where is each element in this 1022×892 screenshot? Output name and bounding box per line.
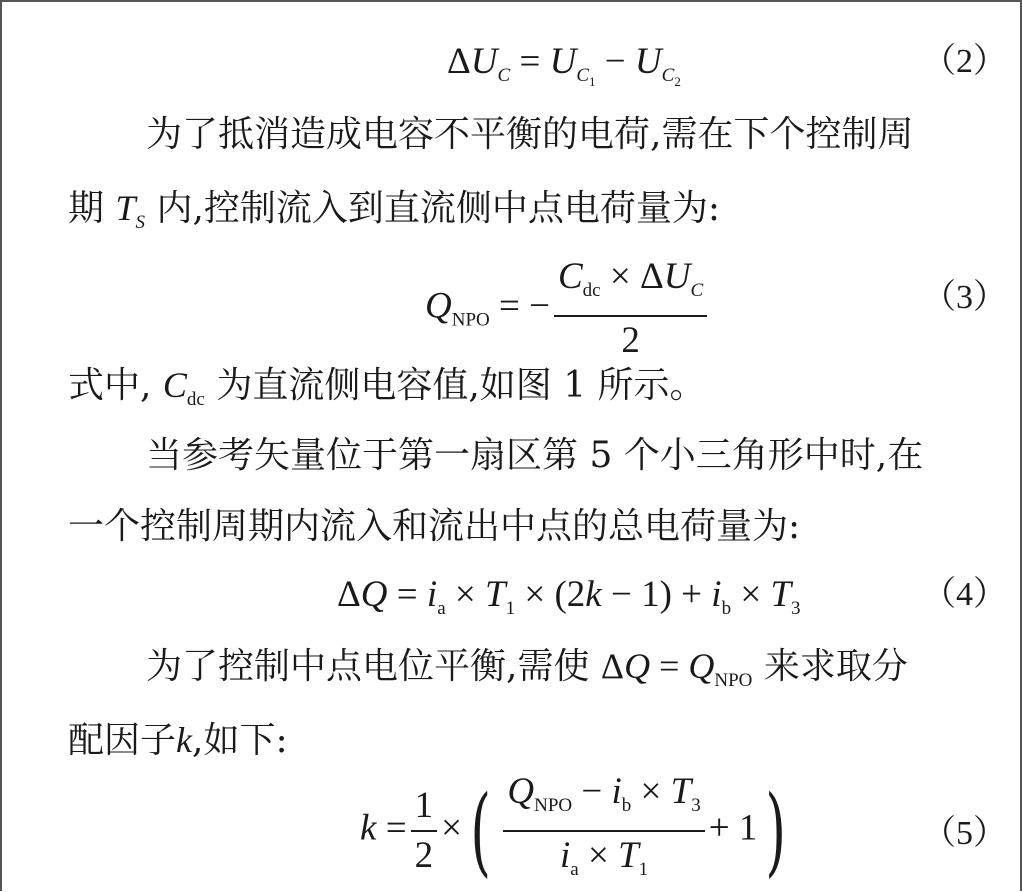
eq2-term1-subsub: 1 <box>589 74 596 89</box>
eq5-equals: = <box>385 807 407 849</box>
p1-line2-end: 内,控制流入到直流侧中点电荷量为: <box>156 188 721 229</box>
eq4-T1-sub: 1 <box>505 598 516 619</box>
eq5-right-paren: ) <box>765 775 787 887</box>
paragraph-3-line-1: 当参考矢量位于第一扇区第 5 个小三角形中时,在 <box>146 435 924 476</box>
paragraph-4-line-2 <box>68 720 288 761</box>
equation-5 <box>360 770 795 892</box>
equation-2 <box>447 42 681 102</box>
eq4-k: k <box>585 574 602 615</box>
eq5-den-T: T <box>618 835 639 876</box>
equation-5-number: （5） <box>922 815 1007 852</box>
eq3-num-U-sub: C <box>690 280 704 301</box>
eq5-half-denominator: 2 <box>414 835 434 876</box>
p4-line1-start: 为了控制中点电位平衡,需使 <box>146 646 590 687</box>
p2-var-C-sub: dc <box>186 389 205 410</box>
paragraph-1-line-1: 为了抵消造成电容不平衡的电荷,需在下个控制周 <box>146 114 914 155</box>
p4-line2-start: 配因子 <box>68 720 177 761</box>
p4-line1-end: 来求取分 <box>763 646 908 687</box>
eq5-den-T-sub: 1 <box>638 859 649 880</box>
page-border-left <box>0 0 2 891</box>
eq5-num-T: T <box>670 771 692 812</box>
eq5-denominator <box>503 832 704 892</box>
eq5-den-i: i <box>559 835 571 876</box>
eq5-num-Q: Q <box>507 771 535 812</box>
eq5-num-minus: − <box>581 771 603 812</box>
eq3-num-C: C <box>557 256 583 297</box>
eq5-plus-one: + 1 <box>708 807 758 849</box>
eq5-main-fraction <box>503 770 704 892</box>
eq2-term2-subsub: 2 <box>674 74 681 89</box>
eq5-left-paren: ( <box>470 775 491 887</box>
eq4-T3: T <box>770 574 792 615</box>
eq3-denominator: 2 <box>621 320 640 361</box>
eq5-times: × <box>441 807 462 849</box>
eq3-equals: = − <box>499 285 550 327</box>
paragraph-2 <box>68 365 706 420</box>
p4-Q-npo: Q <box>688 646 715 686</box>
eq4-minus-one-plus: − 1) + <box>610 574 703 615</box>
eq5-num-Q-sub: NPO <box>534 795 573 816</box>
eq4-i-a: i <box>426 574 438 615</box>
eq2-term2-sub: C <box>661 65 675 86</box>
p1-var-T: T <box>115 188 136 228</box>
page-border-top <box>0 0 1022 2</box>
eq3-num-U: U <box>663 256 691 297</box>
eq4-times-3: × <box>740 574 762 615</box>
eq5-half-fraction <box>411 784 438 878</box>
eq4-i-a-sub: a <box>437 598 446 619</box>
eq4-lhs-Q: Q <box>360 574 388 615</box>
eq4-T1: T <box>485 574 506 615</box>
p1-line2-start: 期 <box>68 188 105 229</box>
eq4-delta: Δ <box>337 574 361 615</box>
p2-var-C: C <box>162 365 187 405</box>
p2-end: 为直流侧电容值,如图 1 所示。 <box>216 365 706 406</box>
eq3-lhs-var: Q <box>425 285 452 327</box>
p4-equals: = <box>659 646 680 686</box>
eq5-numerator <box>503 770 704 832</box>
equation-2-number: （2） <box>922 43 1007 80</box>
eq5-num-T-sub: 3 <box>691 795 701 816</box>
eq3-num-C-sub: dc <box>582 280 601 301</box>
eq2-term1-var: U <box>549 41 577 82</box>
eq5-num-times: × <box>640 771 662 812</box>
equation-3 <box>425 255 711 363</box>
equation-4-number: （4） <box>922 576 1007 613</box>
eq4-i-b-sub: b <box>721 598 732 619</box>
eq2-delta: Δ <box>447 41 471 82</box>
eq2-lhs-var: U <box>470 41 498 82</box>
eq4-T3-sub: 3 <box>791 598 801 619</box>
p4-delta: Δ <box>600 646 625 686</box>
eq3-numerator <box>554 255 707 317</box>
p4-line2-end: ,如下: <box>192 720 288 761</box>
p4-Q-npo-sub: NPO <box>714 670 753 691</box>
eq2-lhs-sub: C <box>497 65 511 86</box>
eq2-minus: − <box>604 41 626 82</box>
eq2-term2-var: U <box>634 41 662 82</box>
eq5-lhs-k: k <box>360 807 377 849</box>
eq5-num-i: i <box>611 771 622 812</box>
eq3-num-times-delta: × Δ <box>609 256 664 297</box>
eq4-times-1: × <box>454 574 476 615</box>
eq3-fraction <box>554 255 707 363</box>
eq4-equals: = <box>396 574 418 615</box>
eq4-i-b: i <box>711 574 722 615</box>
p2-start: 式中, <box>68 365 152 406</box>
paragraph-3-line-2: 一个控制周期内流入和流出中点的总电荷量为: <box>68 506 801 547</box>
equation-3-number: （3） <box>922 279 1007 316</box>
paragraph-4-line-1 <box>146 646 908 701</box>
eq2-term1-sub: C <box>576 65 590 86</box>
eq5-den-i-sub: a <box>570 859 579 880</box>
p4-Q: Q <box>624 646 651 686</box>
p1-var-T-sub: S <box>135 212 145 233</box>
paragraph-1-line-2 <box>68 188 720 243</box>
equation-4 <box>337 575 801 629</box>
eq5-num-i-sub: b <box>621 795 632 816</box>
eq5-half-numerator: 1 <box>411 784 438 832</box>
eq5-den-times: × <box>587 835 609 876</box>
eq3-lhs-sub: NPO <box>451 309 490 331</box>
eq2-equals: = <box>519 41 541 82</box>
p4-k: k <box>176 720 192 760</box>
eq4-times-paren: × (2 <box>524 574 586 615</box>
